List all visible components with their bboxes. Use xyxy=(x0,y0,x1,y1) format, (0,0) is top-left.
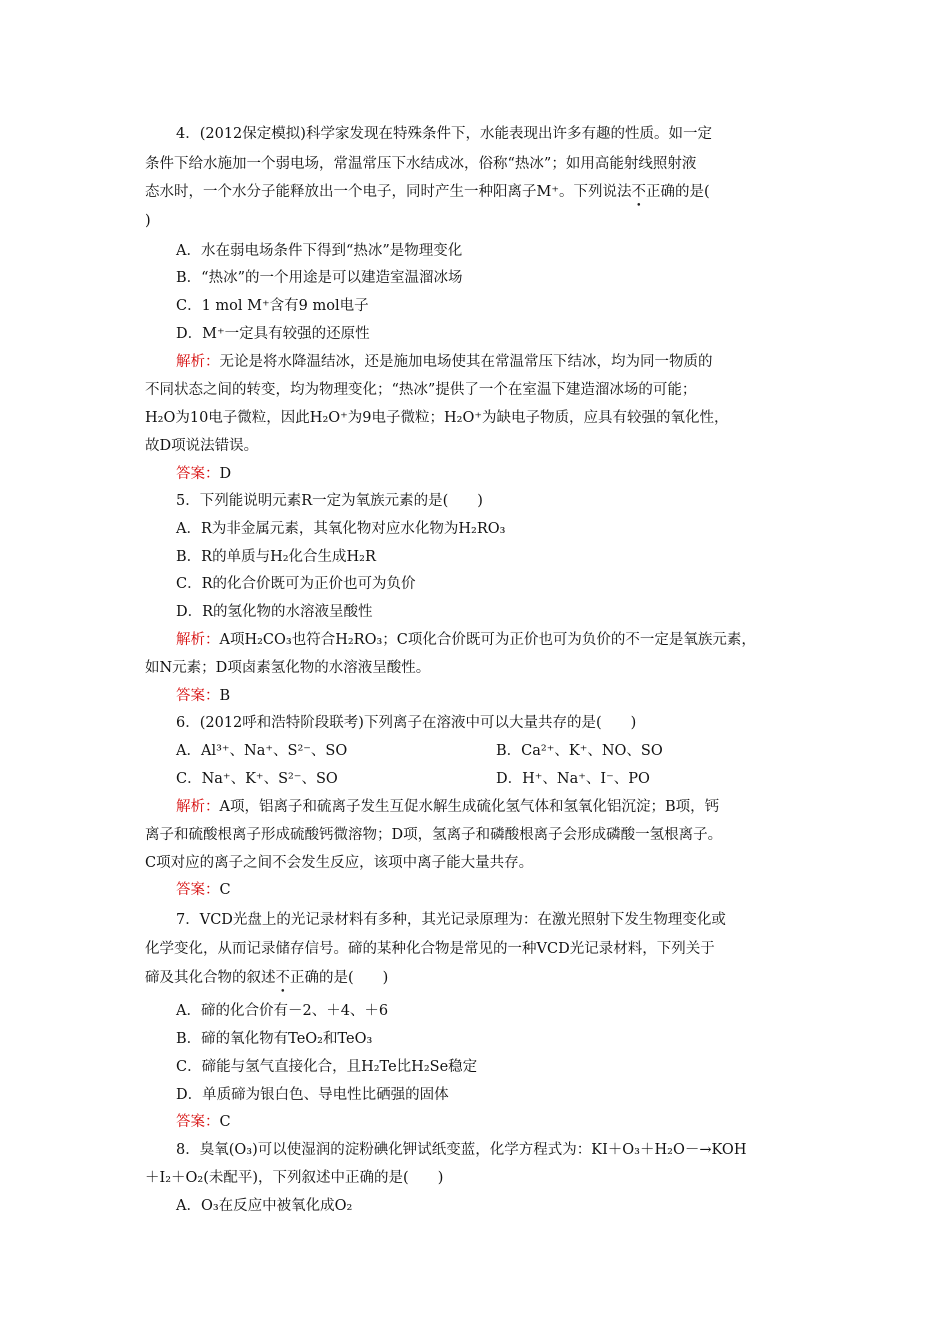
q5-stem: 5．下列能说明元素R一定为氧族元素的是( ) xyxy=(176,493,483,509)
answer-label: 答案： xyxy=(176,882,220,898)
q6-option-a: A．Al³⁺、Na⁺、S²⁻、SO xyxy=(176,743,348,759)
analysis-text: A项H₂CO₃也符合H₂RO₃；C项化合价既可为正价也可为负价的不一定是氧族元素， xyxy=(219,632,756,648)
answer-label: 答案： xyxy=(176,1114,220,1130)
q5-option-b: B．R的单质与H₂化合生成H₂R xyxy=(176,549,376,565)
q4-stem-line2: 条件下给水施加一个弱电场，常温常压下水结成冰，俗称“热冰”；如用高能射线照射液 xyxy=(145,156,697,172)
q4-option-d: D．M⁺一定具有较强的还原性 xyxy=(176,326,370,342)
q4-stem-line4: ) xyxy=(145,213,151,229)
analysis-text: 无论是将水降温结冰，还是施加电场使其在常温常压下结冰，均为同一物质的 xyxy=(219,354,713,370)
q7-option-d: D．单质碲为银白色、导电性比硒强的固体 xyxy=(176,1087,449,1103)
q5-option-d: D．R的氢化物的水溶液呈酸性 xyxy=(176,604,373,620)
q4-answer xyxy=(176,464,231,484)
q7-stem-line3 xyxy=(145,968,388,988)
q5-analysis-line2: 如N元素；D项卤素氢化物的水溶液呈酸性。 xyxy=(145,660,431,676)
answer-value: C xyxy=(219,1114,231,1130)
q4-option-a: A．水在弱电场条件下得到“热冰”是物理变化 xyxy=(176,243,463,259)
q7-stem-text-end: 正确的是( ) xyxy=(290,970,389,986)
q4-emphasis-not: 不 xyxy=(631,184,646,200)
analysis-text: A项，铝离子和硫离子发生互促水解生成硫化氢气体和氢氧化铝沉淀；B项，钙 xyxy=(219,799,720,815)
q6-analysis-line2: 离子和硫酸根离子形成硫酸钙微溶物；D项，氢离子和磷酸根离子会形成磷酸一氢根离子。 xyxy=(145,827,723,843)
q7-stem-line2: 化学变化，从而记录储存信号。碲的某种化合物是常见的一种VCD光记录材料，下列关于 xyxy=(145,941,715,957)
q6-answer xyxy=(176,880,231,900)
q8-stem-line2: ＋I₂＋O₂(未配平)，下列叙述中正确的是( ) xyxy=(145,1170,444,1186)
q8-stem-line1: 8．臭氧(O₃)可以使湿润的淀粉碘化钾试纸变蓝，化学方程式为：KI＋O₃＋H₂O－→KOH xyxy=(176,1142,747,1158)
q4-option-c: C．1 mol M⁺含有9 mol电子 xyxy=(176,298,369,314)
q4-analysis-line3: H₂O为10电子微粒，因此H₂O⁺为9电子微粒；H₂O⁺为缺电子物质，应具有较强的氧化性， xyxy=(145,410,729,426)
q8-option-a: A．O₃在反应中被氧化成O₂ xyxy=(176,1198,353,1214)
q6-analysis-line1 xyxy=(176,797,719,817)
answer-value: D xyxy=(219,466,232,482)
answer-label: 答案： xyxy=(176,688,220,704)
q6-option-c: C．Na⁺、K⁺、S²⁻、SO xyxy=(176,771,338,787)
analysis-label: 解析： xyxy=(176,354,220,370)
q5-option-c: C．R的化合价既可为正价也可为负价 xyxy=(176,576,416,592)
answer-value: B xyxy=(219,688,231,704)
q7-answer xyxy=(176,1112,231,1132)
analysis-label: 解析： xyxy=(176,632,220,648)
q7-option-c: C．碲能与氢气直接化合，且H₂Te比H₂Se稳定 xyxy=(176,1059,478,1075)
q4-stem-text-end: 正确的是( xyxy=(646,184,710,200)
answer-label: 答案： xyxy=(176,466,220,482)
q6-stem: 6．(2012呼和浩特阶段联考)下列离子在溶液中可以大量共存的是( ) xyxy=(176,715,637,731)
q7-stem-text: 碲及其化合物的叙述 xyxy=(145,970,276,986)
q5-option-a: A．R为非金属元素，其氧化物对应水化物为H₂RO₃ xyxy=(176,521,506,537)
answer-value: C xyxy=(219,882,231,898)
q4-stem-line1: 4．(2012保定模拟)科学家发现在特殊条件下，水能表现出许多有趣的性质。如一定 xyxy=(176,126,712,142)
q4-analysis-line1 xyxy=(176,352,713,372)
q4-analysis-line2: 不同状态之间的转变，均为物理变化；“热冰”提供了一个在室温下建造溜冰场的可能； xyxy=(145,382,697,398)
q7-option-b: B．碲的氧化物有TeO₂和TeO₃ xyxy=(176,1031,373,1047)
q4-stem-text: 态水时，一个水分子能释放出一个电子，同时产生一种阳离子M⁺。下列说法 xyxy=(145,184,632,200)
analysis-label: 解析： xyxy=(176,799,220,815)
q6-analysis-line3: C项对应的离子之间不会发生反应，该项中离子能大量共存。 xyxy=(145,855,534,871)
q4-option-b: B．“热冰”的一个用途是可以建造室温溜冰场 xyxy=(176,270,463,286)
q5-analysis-line1 xyxy=(176,630,756,650)
q5-answer xyxy=(176,686,230,706)
q7-emphasis-not: 不 xyxy=(275,970,290,986)
q4-stem-line3 xyxy=(145,182,710,202)
q7-stem-line1: 7．VCD光盘上的光记录材料有多种，其光记录原理为：在激光照射下发生物理变化或 xyxy=(176,912,726,928)
q6-option-d: D．H⁺、Na⁺、I⁻、PO xyxy=(496,771,650,787)
q4-analysis-line4: 故D项说法错误。 xyxy=(145,438,259,454)
q7-option-a: A．碲的化合价有－2、＋4、＋6 xyxy=(176,1003,389,1019)
q6-option-b: B．Ca²⁺、K⁺、NO、SO xyxy=(496,743,663,759)
